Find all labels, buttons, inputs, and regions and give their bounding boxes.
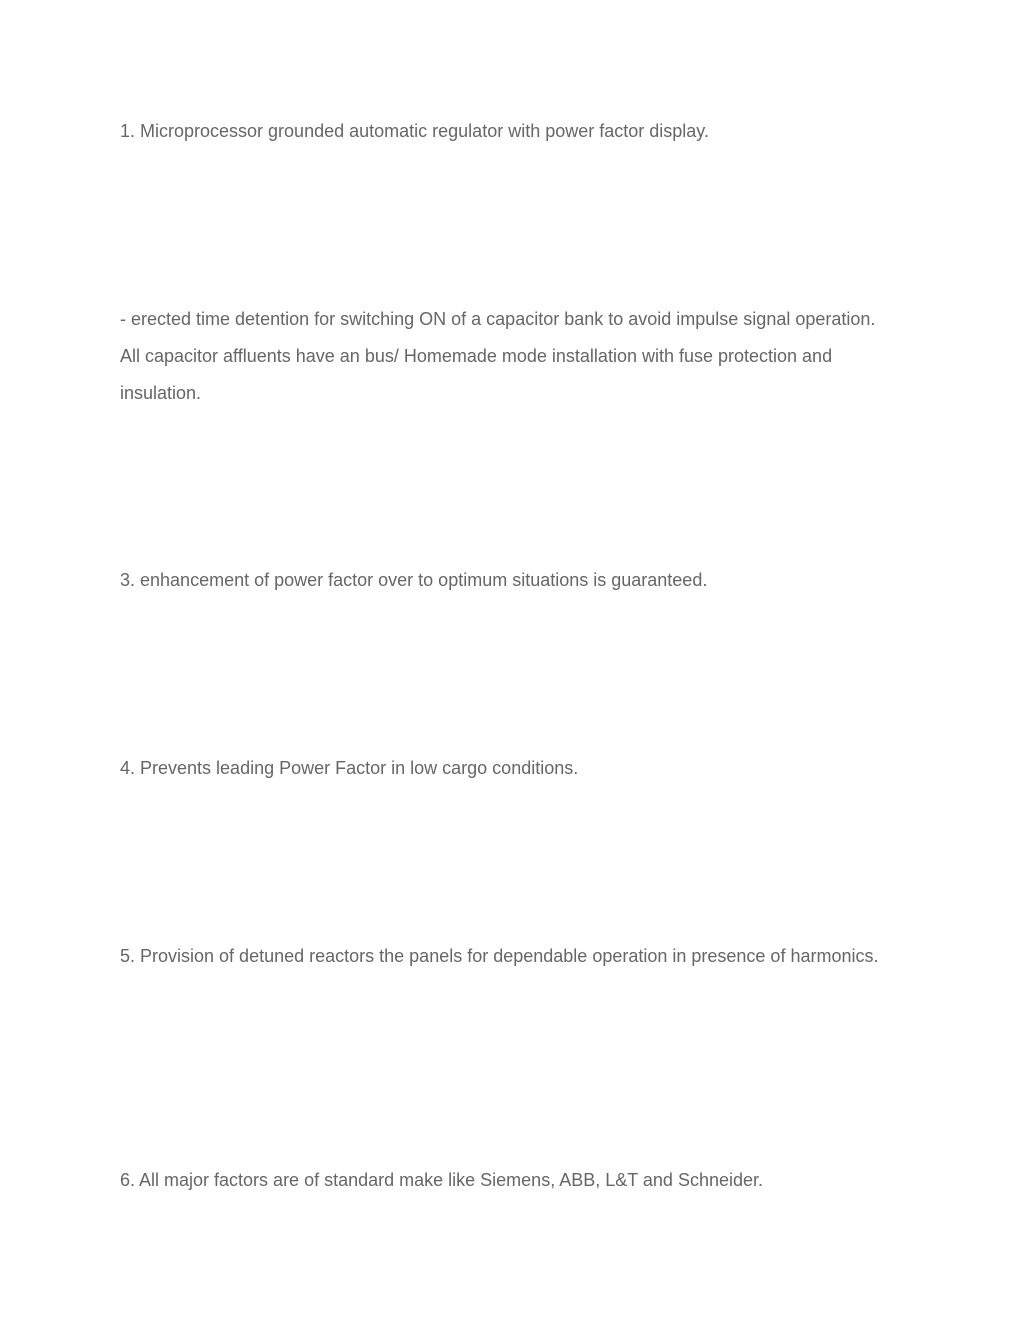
paragraph-item-6: 6. All major factors are of standard make like Siemens, ABB, L&T and Schneider. xyxy=(120,1170,763,1190)
paragraph-item-4: 4. Prevents leading Power Factor in low cargo conditions. xyxy=(120,758,579,778)
paragraph-item-1: 1. Microprocessor grounded automatic regulator with power factor display. xyxy=(120,121,709,141)
paragraph-item-2: - erected time detention for switching ON of a capacitor bank to avoid impulse signal operation. All capacitor affluents have an bus/ Homemade mode installation with fuse protection and insulation. xyxy=(120,309,876,403)
paragraph-item-3: 3. enhancement of power factor over to optimum situations is guaranteed. xyxy=(120,570,708,590)
paragraph-item-5: 5. Provision of detuned reactors the panels for dependable operation in presence of harmonics. xyxy=(120,946,879,966)
